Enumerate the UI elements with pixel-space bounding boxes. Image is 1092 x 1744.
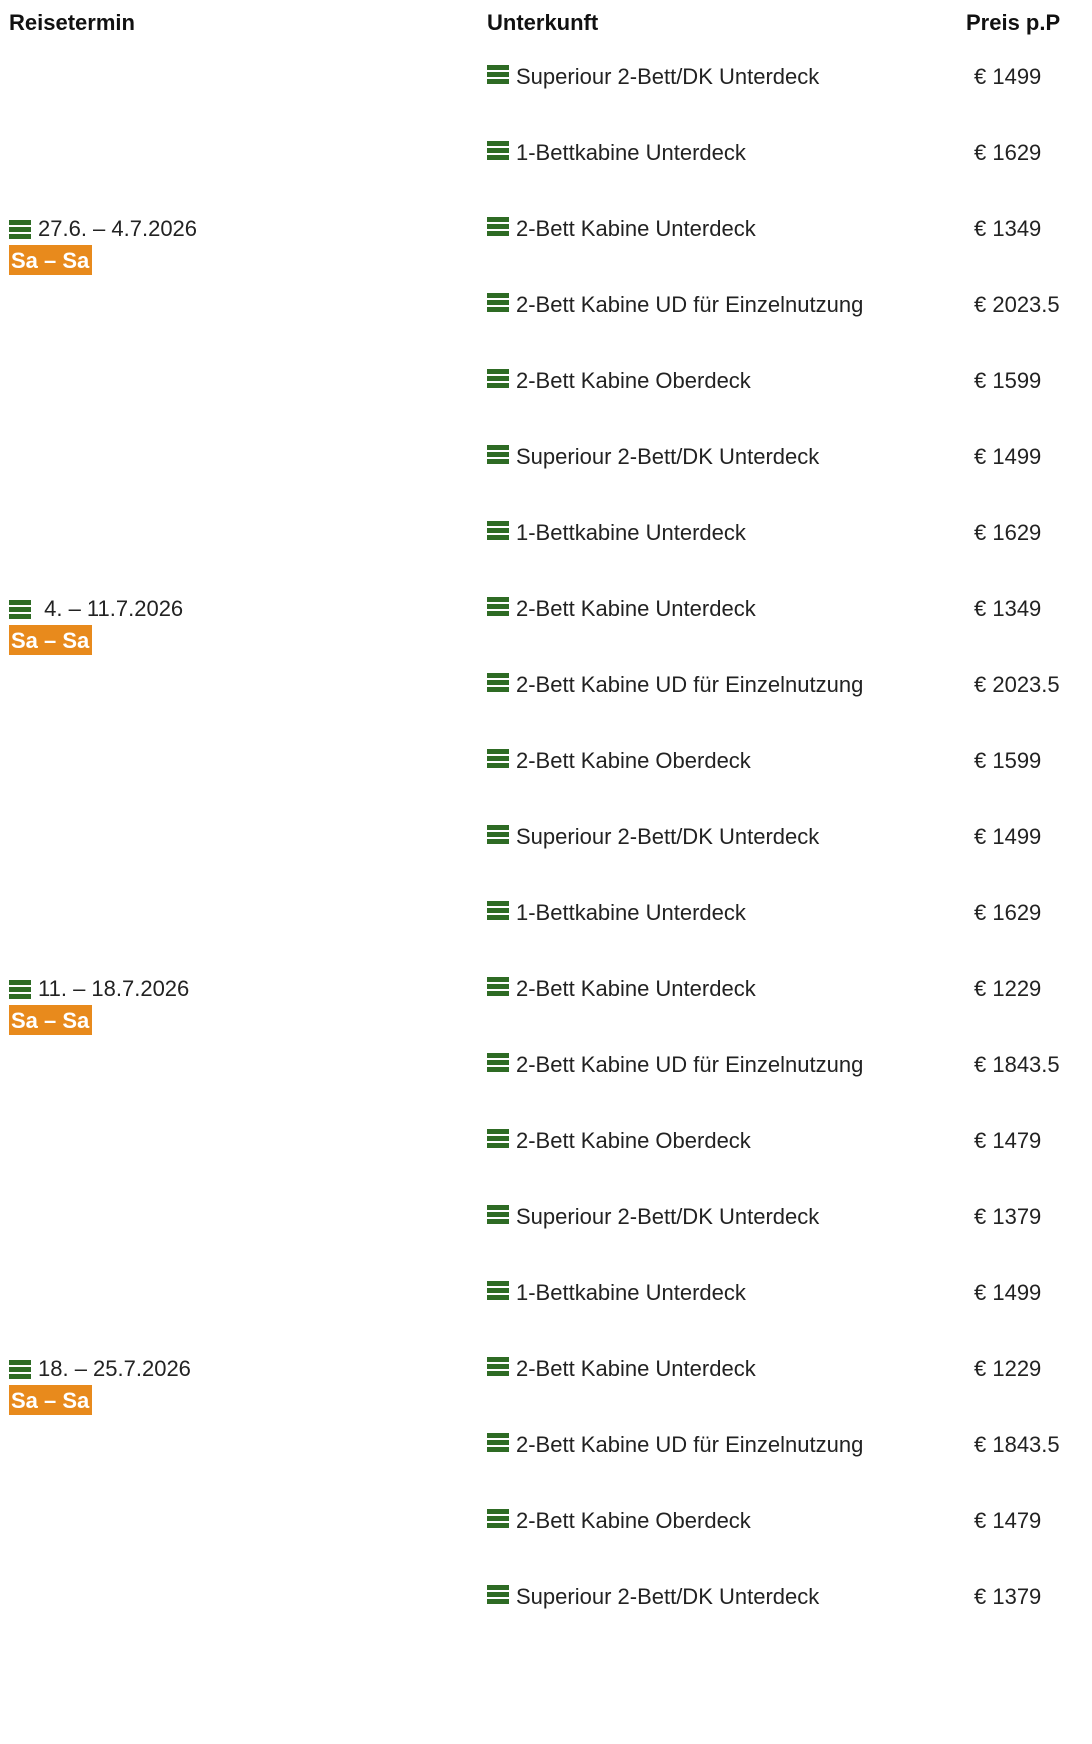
date-range: 11. – 18.7.2026	[38, 976, 190, 1001]
list-icon	[9, 980, 31, 1000]
accommodation-label: 2-Bett Kabine Unterdeck	[516, 596, 756, 621]
list-icon	[487, 445, 509, 465]
header-accommodation: Unterkunft	[487, 10, 599, 35]
list-icon	[487, 1053, 509, 1073]
price-cell: € 1629	[974, 140, 1042, 165]
price-cell: € 1629	[974, 520, 1042, 545]
accommodation-cell	[487, 744, 907, 778]
accommodation-cell	[487, 1048, 907, 1082]
list-icon	[9, 220, 31, 240]
price-cell: € 1599	[974, 748, 1042, 773]
accommodation-cell	[487, 668, 907, 702]
price-cell: € 1379	[974, 1584, 1042, 1609]
accommodation-label: 2-Bett Kabine Oberdeck	[516, 1508, 751, 1533]
weekday-badge: Sa – Sa	[9, 1385, 92, 1415]
accommodation-cell	[487, 364, 907, 398]
price-cell: € 1379	[974, 1204, 1042, 1229]
date-range: 18. – 25.7.2026	[38, 1356, 191, 1381]
list-icon	[487, 749, 509, 769]
list-icon	[487, 825, 509, 845]
accommodation-label: 2-Bett Kabine UD für Einzelnutzung	[516, 1052, 864, 1077]
date-cell	[9, 214, 197, 276]
accommodation-label: Superiour 2-Bett/DK Unterdeck	[516, 824, 820, 849]
accommodation-label: 2-Bett Kabine UD für Einzelnutzung	[516, 672, 864, 697]
accommodation-label: 2-Bett Kabine Oberdeck	[516, 368, 751, 393]
list-icon	[487, 141, 509, 161]
accommodation-label: 2-Bett Kabine Unterdeck	[516, 976, 756, 1001]
accommodation-cell	[487, 516, 907, 550]
accommodation-label: Superiour 2-Bett/DK Unterdeck	[516, 64, 820, 89]
price-cell: € 1229	[974, 976, 1042, 1001]
list-icon	[487, 521, 509, 541]
list-icon	[487, 1205, 509, 1225]
accommodation-cell	[487, 1124, 907, 1158]
accommodation-cell	[487, 136, 907, 170]
price-cell: € 1499	[974, 824, 1042, 849]
list-icon	[487, 1585, 509, 1605]
price-cell: € 1479	[974, 1508, 1042, 1533]
accommodation-cell	[487, 1580, 907, 1614]
accommodation-label: Superiour 2-Bett/DK Unterdeck	[516, 1584, 820, 1609]
accommodation-label: Superiour 2-Bett/DK Unterdeck	[516, 1204, 820, 1229]
price-cell: € 1479	[974, 1128, 1042, 1153]
weekday-badge: Sa – Sa	[9, 245, 92, 275]
accommodation-label: 2-Bett Kabine UD für Einzelnutzung	[516, 292, 864, 317]
price-cell: € 1629	[974, 900, 1042, 925]
accommodation-label: Superiour 2-Bett/DK Unterdeck	[516, 444, 820, 469]
header-date: Reisetermin	[9, 10, 135, 35]
accommodation-cell	[487, 212, 907, 246]
list-icon	[9, 1360, 31, 1380]
accommodation-cell	[487, 820, 907, 854]
accommodation-cell	[487, 60, 907, 94]
accommodation-label: 2-Bett Kabine Unterdeck	[516, 1356, 756, 1381]
accommodation-cell	[487, 288, 907, 322]
accommodation-cell	[487, 1428, 907, 1462]
accommodation-cell	[487, 592, 907, 626]
price-cell: € 2023.5	[974, 672, 1060, 697]
price-cell: € 1229	[974, 1356, 1042, 1381]
header-price: Preis p.P	[966, 10, 1061, 35]
list-icon	[487, 977, 509, 997]
list-icon	[487, 1433, 509, 1453]
list-icon	[487, 673, 509, 693]
accommodation-cell	[487, 1504, 907, 1538]
accommodation-label: 1-Bettkabine Unterdeck	[516, 520, 746, 545]
price-cell: € 1843.5	[974, 1432, 1060, 1457]
price-cell: € 1349	[974, 596, 1042, 621]
price-cell: € 1843.5	[974, 1052, 1060, 1077]
list-icon	[487, 597, 509, 617]
list-icon	[487, 217, 509, 237]
list-icon	[487, 65, 509, 85]
accommodation-cell	[487, 440, 907, 474]
accommodation-cell	[487, 1200, 907, 1234]
date-cell	[9, 594, 183, 656]
accommodation-cell	[487, 896, 907, 930]
list-icon	[487, 1129, 509, 1149]
accommodation-label: 1-Bettkabine Unterdeck	[516, 140, 746, 165]
list-icon	[487, 293, 509, 313]
accommodation-label: 1-Bettkabine Unterdeck	[516, 1280, 746, 1305]
weekday-badge: Sa – Sa	[9, 1005, 92, 1035]
list-icon	[487, 901, 509, 921]
list-icon	[487, 1281, 509, 1301]
list-icon	[487, 1357, 509, 1377]
price-cell: € 1499	[974, 64, 1042, 89]
weekday-badge: Sa – Sa	[9, 625, 92, 655]
accommodation-label: 2-Bett Kabine UD für Einzelnutzung	[516, 1432, 864, 1457]
list-icon	[487, 1509, 509, 1529]
price-cell: € 2023.5	[974, 292, 1060, 317]
date-cell	[9, 1354, 191, 1416]
date-range: 4. – 11.7.2026	[38, 596, 184, 621]
date-range: 27.6. – 4.7.2026	[38, 216, 198, 241]
price-cell: € 1599	[974, 368, 1042, 393]
accommodation-label: 2-Bett Kabine Unterdeck	[516, 216, 756, 241]
accommodation-label: 2-Bett Kabine Oberdeck	[516, 748, 751, 773]
accommodation-cell	[487, 1352, 907, 1386]
price-cell: € 1349	[974, 216, 1042, 241]
accommodation-cell	[487, 972, 907, 1006]
date-cell	[9, 974, 189, 1036]
accommodation-label: 2-Bett Kabine Oberdeck	[516, 1128, 751, 1153]
price-cell: € 1499	[974, 1280, 1042, 1305]
price-cell: € 1499	[974, 444, 1042, 469]
list-icon	[9, 600, 31, 620]
accommodation-cell	[487, 1276, 907, 1310]
list-icon	[487, 369, 509, 389]
accommodation-label: 1-Bettkabine Unterdeck	[516, 900, 746, 925]
